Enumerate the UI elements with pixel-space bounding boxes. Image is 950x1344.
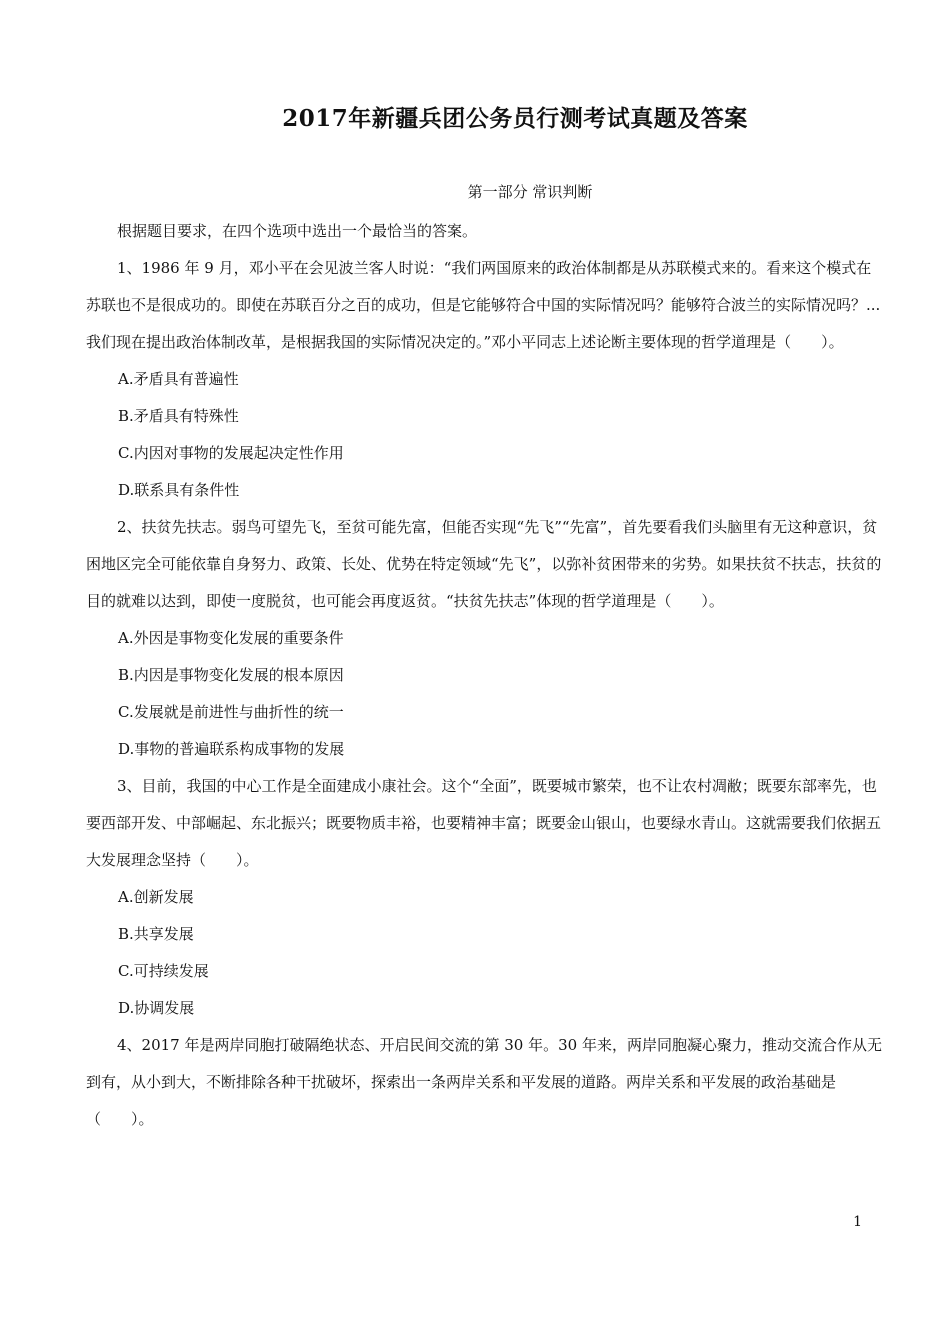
option-a: A.矛盾具有普遍性 [118,370,239,388]
question-2 [86,509,886,768]
option-d: D.联系具有条件性 [118,481,240,499]
question-text: 1、1986 年 9 月，邓小平在会见波兰客人时说：“我们两国原来的政治体制都是从苏联模式来的。看来这个模式在苏联也不是很成功的。即使在苏联百分之百的成功，但是它能够符合中国的实际情况吗？能够符合波兰的实际情况吗？...我们现在提出政治体制改革，是根据我国的实际情况决定的。”邓小平同志上述论断主要体现的哲学道理是（ ）。 [86,259,881,351]
section-heading: 第一部分 常识判断 [467,183,593,201]
question-1 [86,250,886,509]
option-d: D.协调发展 [118,999,195,1017]
question-text: 2、扶贫先扶志。弱鸟可望先飞，至贫可能先富，但能否实现“先飞”“先富”，首先要看我们头脑里有无这种意识，贫困地区完全可能依靠自身努力、政策、长处、优势在特定领域“先飞”，以弥补贫困带来的劣势。如果扶贫不扶志，扶贫的目的就难以达到，即使一度脱贫，也可能会再度返贫。“扶贫先扶志”体现的哲学道理是（ ）。 [86,518,882,610]
question-4 [86,1027,886,1138]
page-number: 1 [853,1214,862,1230]
option-c: C.发展就是前进性与曲折性的统一 [118,703,344,721]
option-c: C.内因对事物的发展起决定性作用 [118,444,344,462]
option-a: A.外因是事物变化发展的重要条件 [118,629,344,647]
option-b: B.共享发展 [118,925,194,943]
option-d: D.事物的普遍联系构成事物的发展 [118,740,345,758]
instruction-text: 根据题目要求，在四个选项中选出一个最恰当的答案。 [117,222,478,240]
option-b: B.内因是事物变化发展的根本原因 [118,666,344,684]
document-title: 2017年新疆兵团公务员行测考试真题及答案 [282,105,748,132]
option-c: C.可持续发展 [118,962,209,980]
question-text: 3、目前，我国的中心工作是全面建成小康社会。这个“全面”，既要城市繁荣，也不让农村凋敝；既要东部率先，也要西部开发、中部崛起、东北振兴；既要物质丰裕，也要精神丰富；既要金山银山，也要绿水青山。这就需要我们依据五大发展理念坚持（ ）。 [86,777,882,869]
document-body [86,213,886,1138]
question-text: 4、2017 年是两岸同胞打破隔绝状态、开启民间交流的第 30 年。30 年来，两岸同胞凝心聚力，推动交流合作从无到有，从小到大，不断排除各种干扰破坏，探索出一条两岸关系和平发展的道路。两岸关系和平发展的政治基础是（ ）。 [86,1036,882,1128]
option-a: A.创新发展 [118,888,194,906]
question-3 [86,768,886,1027]
option-b: B.矛盾具有特殊性 [118,407,239,425]
